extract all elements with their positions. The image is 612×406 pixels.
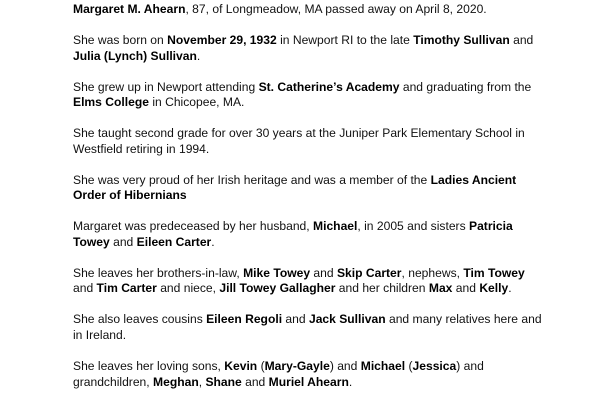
bold-name-text: Mike Towey [243, 265, 311, 280]
paragraph-birth [73, 33, 543, 64]
bold-name-text: Mary-Gayle [264, 359, 330, 374]
body-text: She leaves her brothers-in-law, [73, 265, 244, 280]
body-text: , in 2005 and sisters [357, 219, 469, 234]
bold-name-text: Jill Towey Gallagher [219, 281, 336, 296]
paragraph-sons [73, 359, 543, 390]
body-text: ) and grandchildren, [73, 359, 484, 389]
body-text: , [198, 374, 206, 389]
body-text: She taught second grade for over 30 years at the Juniper Park Elementary School in Westfield retiring in 1994. [73, 126, 525, 156]
bold-name-text: Eileen Regoli [206, 312, 283, 327]
bold-name-text: Michael [313, 219, 358, 234]
body-text: She grew up in Newport attending [73, 79, 259, 94]
paragraph-career [73, 126, 543, 157]
bold-name-text: Skip Carter [336, 265, 402, 280]
obituary-document [73, 2, 543, 406]
body-text: and [452, 281, 480, 296]
paragraph-in-laws [73, 266, 543, 297]
body-text: and graduating from the [399, 79, 532, 94]
body-text: . [348, 374, 353, 389]
bold-name-text: November 29, 1932 [167, 32, 277, 47]
bold-name-text: Jessica [412, 359, 457, 374]
bold-name-text: Muriel Ahearn [268, 374, 349, 389]
body-text: and [73, 281, 97, 296]
paragraph-cousins [73, 312, 543, 343]
bold-name-text: Eileen Carter [136, 234, 212, 249]
bold-name-text: Margaret M. Ahearn [73, 2, 186, 16]
body-text: She also leaves cousins [73, 312, 207, 327]
bold-name-text: St. Catherine’s Academy [258, 79, 400, 94]
bold-name-text: Timothy Sullivan [413, 32, 510, 47]
paragraph-education [73, 80, 543, 111]
paragraph-predeceased [73, 219, 543, 250]
body-text: and [282, 312, 309, 327]
body-text: Margaret was predeceased by her husband, [73, 219, 314, 234]
bold-name-text: Max [428, 281, 453, 296]
body-text: ( [257, 359, 265, 374]
bold-name-text: Michael [360, 359, 406, 374]
bold-name-text: Tim Towey [463, 265, 525, 280]
body-text: . [211, 234, 215, 249]
bold-name-text: Kevin [224, 359, 258, 374]
bold-name-text: Shane [205, 374, 242, 389]
body-text: and her children [335, 281, 429, 296]
body-text: in Chicopee, MA. [148, 95, 245, 110]
body-text: and [241, 374, 269, 389]
bold-name-text: Elms College [73, 95, 149, 110]
bold-name-text: Tim Carter [96, 281, 157, 296]
body-text: ( [405, 359, 413, 374]
body-text: She was born on [73, 32, 168, 47]
body-text: She was very proud of her Irish heritage and was a member of the [73, 172, 431, 187]
body-text: and many relatives here and in Ireland. [73, 312, 542, 343]
body-text: and [109, 234, 137, 249]
body-text: She leaves her loving sons, [73, 359, 225, 374]
paragraph-death-notice [73, 2, 543, 18]
bold-name-text: Jack Sullivan [308, 312, 386, 327]
bold-name-text: Meghan [153, 374, 199, 389]
body-text: and niece, [156, 281, 220, 296]
bold-name-text: Patricia Towey [73, 219, 513, 249]
body-text: and [310, 265, 337, 280]
body-text: ) and [329, 359, 361, 374]
body-text: , 87, of Longmeadow, MA passed away on April 8, 2020. [185, 2, 487, 16]
bold-name-text: Ladies Ancient Order of Hibernians [73, 172, 517, 203]
body-text: , nephews, [401, 265, 464, 280]
bold-name-text: Kelly [479, 281, 509, 296]
body-text: and [509, 32, 534, 47]
bold-name-text: Julia (Lynch) Sullivan [73, 48, 197, 63]
paragraph-heritage [73, 173, 543, 204]
body-text: . [508, 281, 512, 296]
body-text: in Newport RI to the late [276, 32, 414, 47]
body-text: . [196, 48, 201, 63]
